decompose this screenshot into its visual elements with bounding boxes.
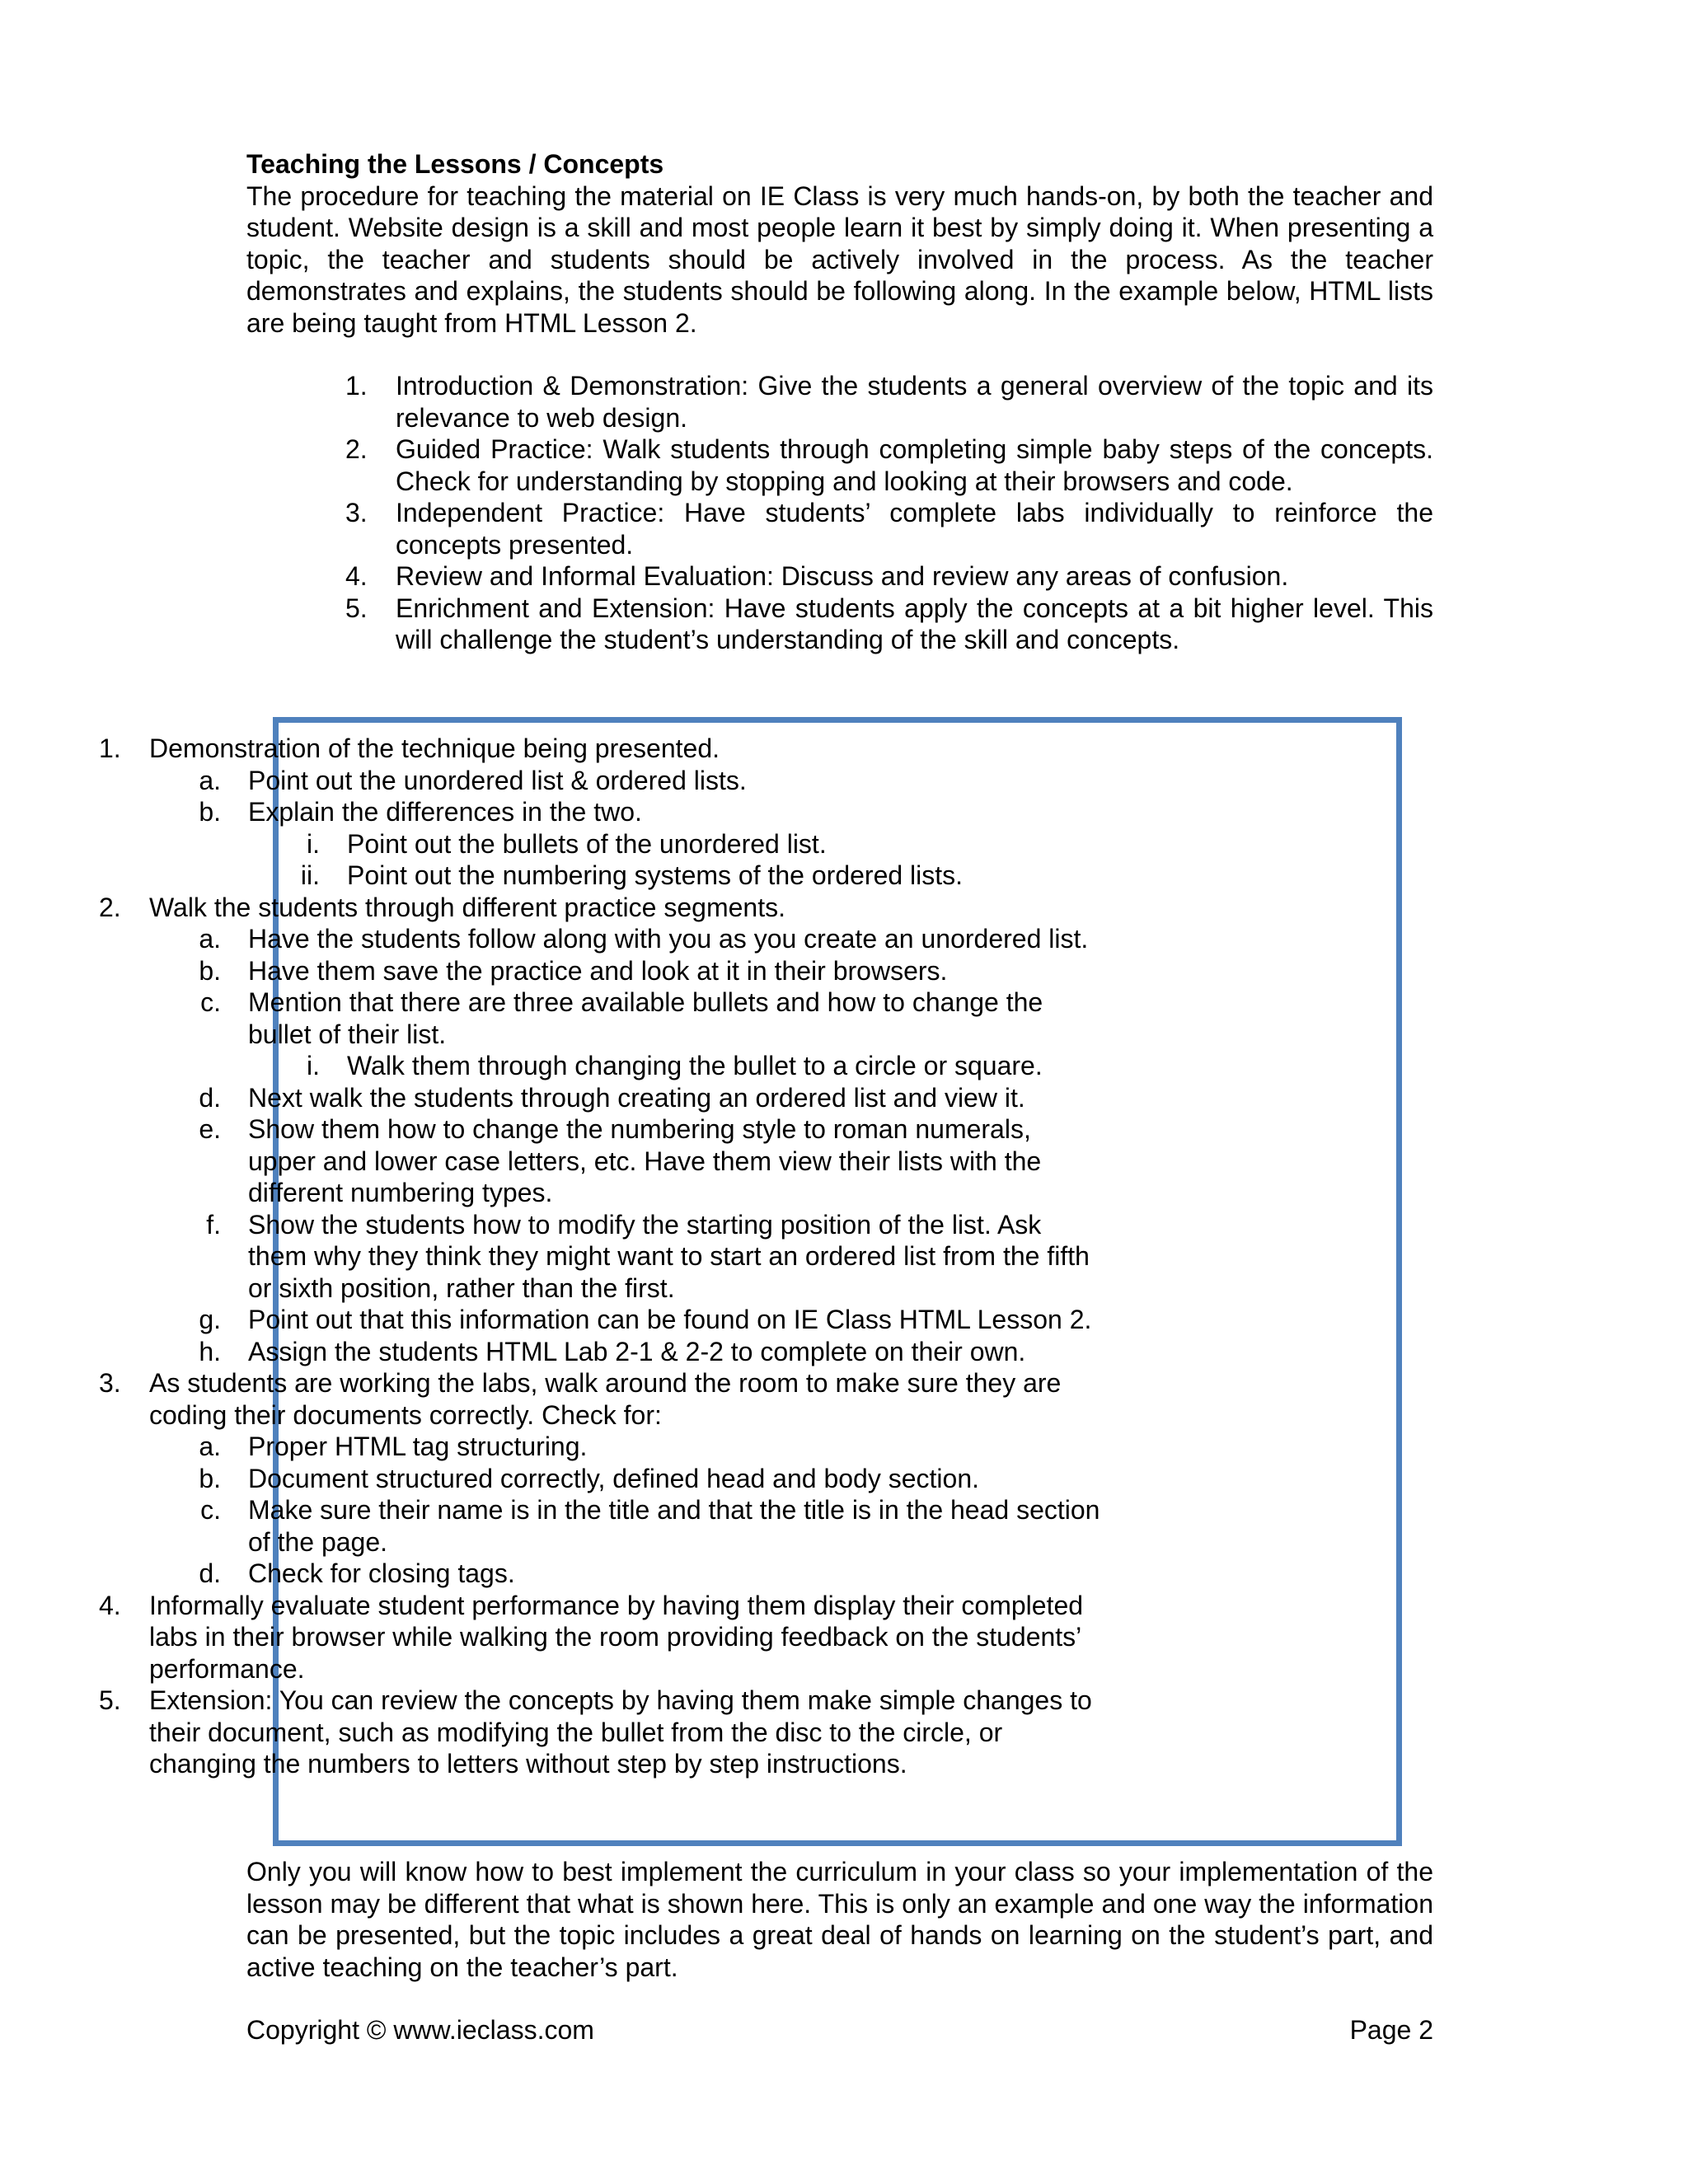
- outline-item: a. Have the students follow along with you as you create an unordered list.: [199, 924, 1089, 954]
- outline-continuation: different numbering types.: [248, 1178, 553, 1207]
- outline-continuation: or sixth position, rather than the first.: [248, 1272, 675, 1303]
- outline-item: i. Walk them through changing the bullet to a circle or square.: [307, 1051, 1043, 1080]
- outline-item: e. Show them how to change the numbering style to roman numerals,: [199, 1114, 1031, 1144]
- outline-item: c. Mention that there are three available bullets and how to change the: [200, 987, 1043, 1017]
- outline-item: f. Show the students how to modify the starting position of the list. Ask: [206, 1209, 1042, 1240]
- teaching-steps-list: [246, 370, 1433, 656]
- outline-item: 5. Extension: You can review the concepts by having them make simple changes to: [99, 1685, 1092, 1715]
- page-number: Page 2: [1349, 2015, 1433, 2045]
- outline-item: b. Have them save the practice and look at it in their browsers.: [199, 955, 948, 986]
- outline-continuation: labs in their browser while walking the room providing feedback on the students’: [149, 1622, 1082, 1652]
- outline-continuation: bullet of their list.: [248, 1019, 447, 1049]
- outline-item: a. Proper HTML tag structuring.: [199, 1432, 588, 1461]
- outline-item: 1. Demonstration of the technique being presented.: [99, 733, 720, 763]
- outline-continuation: upper and lower case letters, etc. Have them view their lists with the: [248, 1146, 1042, 1176]
- outline-continuation: coding their documents correctly. Check for:: [149, 1399, 662, 1430]
- outline-item: 4. Informally evaluate student performance by having them display their completed: [99, 1590, 1084, 1620]
- intro-paragraph: The procedure for teaching the material on IE Class is very much hands-on, by both the teacher and student. Website design is a skill and most people learn it best by simply doing it. When presenting a topic, the teacher and students should be actively involved in the process. As the teacher demonstrates and explains, the students should be following along. In the example below, HTML lists are being taught from HTML Lesson 2.: [246, 180, 1433, 338]
- outline-item: ii. Point out the numbering systems of the ordered lists.: [300, 860, 964, 890]
- closing-paragraph: Only you will know how to best implement the curriculum in your class so your implementation of the lesson may be different that what is shown here. This is only an example and one way the information can be presented, but the topic includes a great deal of hands on learning on the student’s part, and active teaching on the teacher’s part.: [246, 1857, 1433, 1982]
- outline-item: 3. As students are working the labs, walk around the room to make sure they are: [99, 1368, 1062, 1398]
- list-item: 5. Enrichment and Extension: Have students apply the concepts at a bit higher level. This will challenge the student’s understanding of the skill and concepts.: [345, 593, 1433, 654]
- list-item: 3. Independent Practice: Have students’ complete labs individually to reinforce the concepts presented.: [345, 498, 1433, 560]
- list-item: 2. Guided Practice: Walk students through completing simple baby steps of the concepts. Check for understanding by stopping and looking at their browsers and code.: [345, 434, 1433, 496]
- section-heading: Teaching the Lessons / Concepts: [246, 149, 664, 179]
- document-body: [246, 148, 1433, 656]
- outline-item: g. Point out that this information can be found on IE Class HTML Lesson 2.: [199, 1305, 1092, 1334]
- outline-item: b. Explain the differences in the two.: [199, 797, 642, 827]
- outline-continuation: performance.: [149, 1653, 305, 1684]
- copyright-text: Copyright © www.ieclass.com: [246, 2015, 594, 2045]
- list-item: 1. Introduction & Demonstration: Give the students a general overview of the topic and its relevance to web design.: [345, 371, 1433, 433]
- outline-continuation: changing the numbers to letters without step by step instructions.: [149, 1749, 907, 1779]
- outline-continuation: them why they think they might want to start an ordered list from the fifth: [248, 1241, 1090, 1271]
- outline-continuation: of the page.: [248, 1526, 388, 1557]
- outline-item: d. Check for closing tags.: [199, 1558, 515, 1588]
- outline-item: d. Next walk the students through creating an ordered list and view it.: [199, 1082, 1025, 1113]
- outline-item: h. Assign the students HTML Lab 2-1 & 2-2 to complete on their own.: [199, 1336, 1026, 1366]
- outline-item: a. Point out the unordered list & ordered lists.: [199, 765, 747, 795]
- outline-item: i. Point out the bullets of the unordered list.: [307, 828, 827, 859]
- page-footer: [246, 2014, 1433, 2047]
- outline-continuation: their document, such as modifying the bullet from the disc to the circle, or: [149, 1717, 1003, 1747]
- outline-item: c. Make sure their name is in the title and that the title is in the head section: [200, 1495, 1100, 1525]
- outline-item: 2. Walk the students through different practice segments.: [99, 892, 785, 922]
- outline-item: b. Document structured correctly, defined head and body section.: [199, 1463, 980, 1493]
- list-item: 4. Review and Informal Evaluation: Discuss and review any areas of confusion.: [345, 561, 1289, 591]
- example-outline: [0, 733, 1187, 1780]
